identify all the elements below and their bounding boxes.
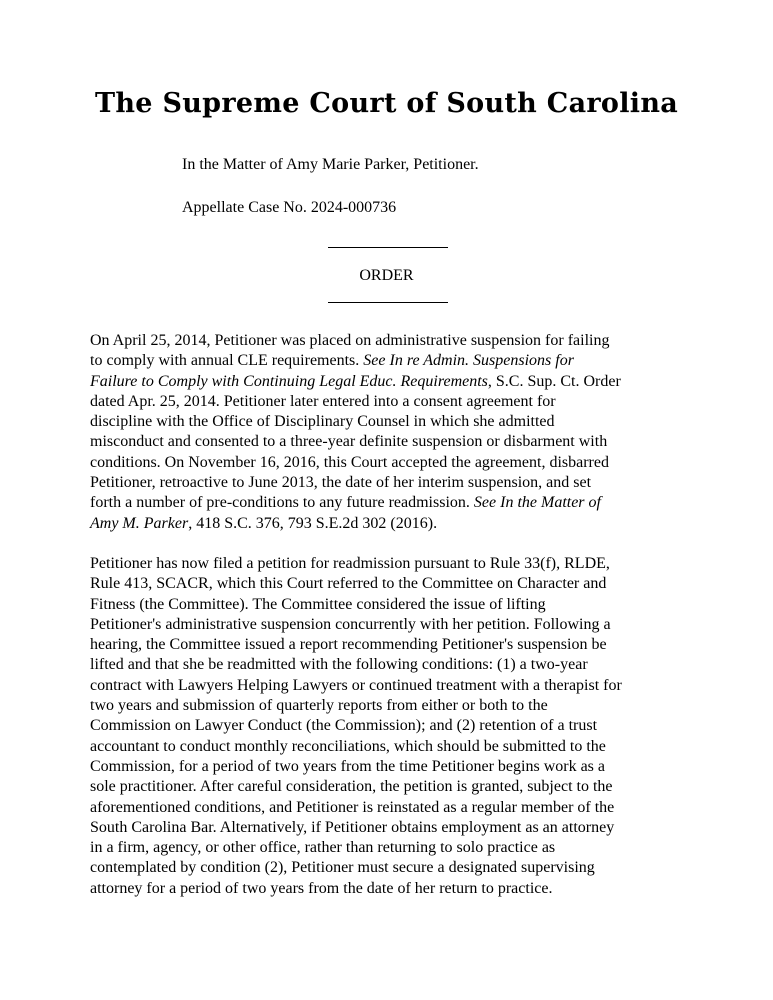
text-run: misconduct and consented to a three-year definite suspension or disbarment with: [90, 433, 608, 451]
order-paragraph-2: [90, 554, 690, 899]
paragraph-line: [90, 737, 690, 757]
paragraph-line: [90, 331, 690, 351]
paragraph-line: [90, 655, 690, 675]
paragraph-line: [90, 514, 690, 534]
divider-top: [328, 247, 448, 248]
paragraph-line: [90, 473, 690, 493]
citation-italic: Failure to Comply with Continuing Legal Educ. Requirements: [90, 372, 488, 390]
text-run: Fitness (the Committee). The Committee considered the issue of lifting: [90, 595, 546, 613]
paragraph-line: [90, 574, 690, 594]
text-run: , 418 S.C. 376, 793 S.E.2d 302 (2016).: [188, 514, 438, 532]
text-run: conditions. On November 16, 2016, this Court accepted the agreement, disbarred: [90, 453, 609, 471]
text-run: discipline with the Office of Disciplinary Counsel in which she admitted: [90, 413, 555, 431]
text-run: two years and submission of quarterly reports from either or both to the: [90, 697, 548, 715]
text-run: dated Apr. 25, 2014. Petitioner later entered into a consent agreement for: [90, 392, 556, 410]
order-heading: ORDER: [359, 267, 414, 284]
paragraph-line: [90, 392, 690, 412]
text-run: aforementioned conditions, and Petitioner is reinstated as a regular member of the: [90, 798, 615, 816]
paragraph-line: [90, 412, 690, 432]
paragraph-line: [90, 757, 690, 777]
text-run: Petitioner has now filed a petition for readmission pursuant to Rule 33(f), RLDE,: [90, 555, 610, 572]
paragraph-line: [90, 838, 690, 858]
citation-italic: See In re Admin. Suspensions for: [363, 352, 574, 370]
paragraph-line: [90, 818, 690, 838]
divider-bottom: [328, 302, 448, 303]
text-run: South Carolina Bar. Alternatively, if Petitioner obtains employment as an attorney: [90, 818, 615, 836]
paragraph-line: [90, 615, 690, 635]
paragraph-line: [90, 595, 690, 615]
text-run: forth a number of pre-conditions to any future readmission.: [90, 494, 474, 512]
paragraph-line: [90, 777, 690, 797]
text-run: contemplated by condition (2), Petitioner must secure a designated supervising: [90, 859, 595, 877]
court-title: The Supreme Court of South Carolina: [94, 88, 679, 119]
text-run: Petitioner, retroactive to June 2013, the date of her interim suspension, and set: [90, 474, 592, 492]
paragraph-line: [90, 716, 690, 736]
paragraph-line: [90, 676, 690, 696]
text-run: Commission on Lawyer Conduct (the Commission); and (2) retention of a trust: [90, 717, 598, 735]
text-run: , S.C. Sup. Ct. Order: [487, 372, 621, 390]
paragraph-line: [90, 351, 690, 371]
paragraph-line: [90, 432, 690, 452]
text-run: sole practitioner. After careful consideration, the petition is granted, subject to the: [90, 778, 613, 796]
text-run: Commission, for a period of two years from the time Petitioner begins work as a: [90, 757, 606, 775]
text-run: contract with Lawyers Helping Lawyers or continued treatment with a therapist for: [90, 676, 622, 694]
paragraph-line: [90, 493, 690, 513]
citation-italic: Amy M. Parker: [90, 514, 189, 532]
paragraph-line: [90, 372, 690, 392]
text-run: Petitioner's administrative suspension concurrently with her petition. Following a: [90, 615, 611, 633]
case-caption-matter: In the Matter of Amy Marie Parker, Petitioner.: [182, 156, 479, 173]
citation-italic: See In the Matter of: [473, 494, 601, 512]
text-run: to comply with annual CLE requirements.: [90, 352, 364, 370]
paragraph-line: [90, 879, 690, 899]
text-run: Rule 413, SCACR, which this Court referred to the Committee on Character and: [90, 575, 607, 593]
appellate-case-number: Appellate Case No. 2024-000736: [182, 199, 397, 216]
paragraph-line: [90, 798, 690, 818]
paragraph-line: [90, 453, 690, 473]
text-run: On April 25, 2014, Petitioner was placed on administrative suspension for failing: [90, 332, 610, 349]
text-run: attorney for a period of two years from the date of her return to practice.: [90, 879, 553, 897]
paragraph-line: [90, 635, 690, 655]
text-run: hearing, the Committee issued a report recommending Petitioner's suspension be: [90, 636, 607, 654]
paragraph-line: [90, 696, 690, 716]
paragraph-line: [90, 554, 690, 574]
text-run: lifted and that she be readmitted with the following conditions: (1) a two-year: [90, 656, 588, 674]
order-paragraph-1: [90, 331, 690, 534]
paragraph-line: [90, 858, 690, 878]
text-run: in a firm, agency, or other office, rather than returning to solo practice as: [90, 839, 556, 857]
text-run: accountant to conduct monthly reconciliations, which should be submitted to the: [90, 737, 606, 755]
